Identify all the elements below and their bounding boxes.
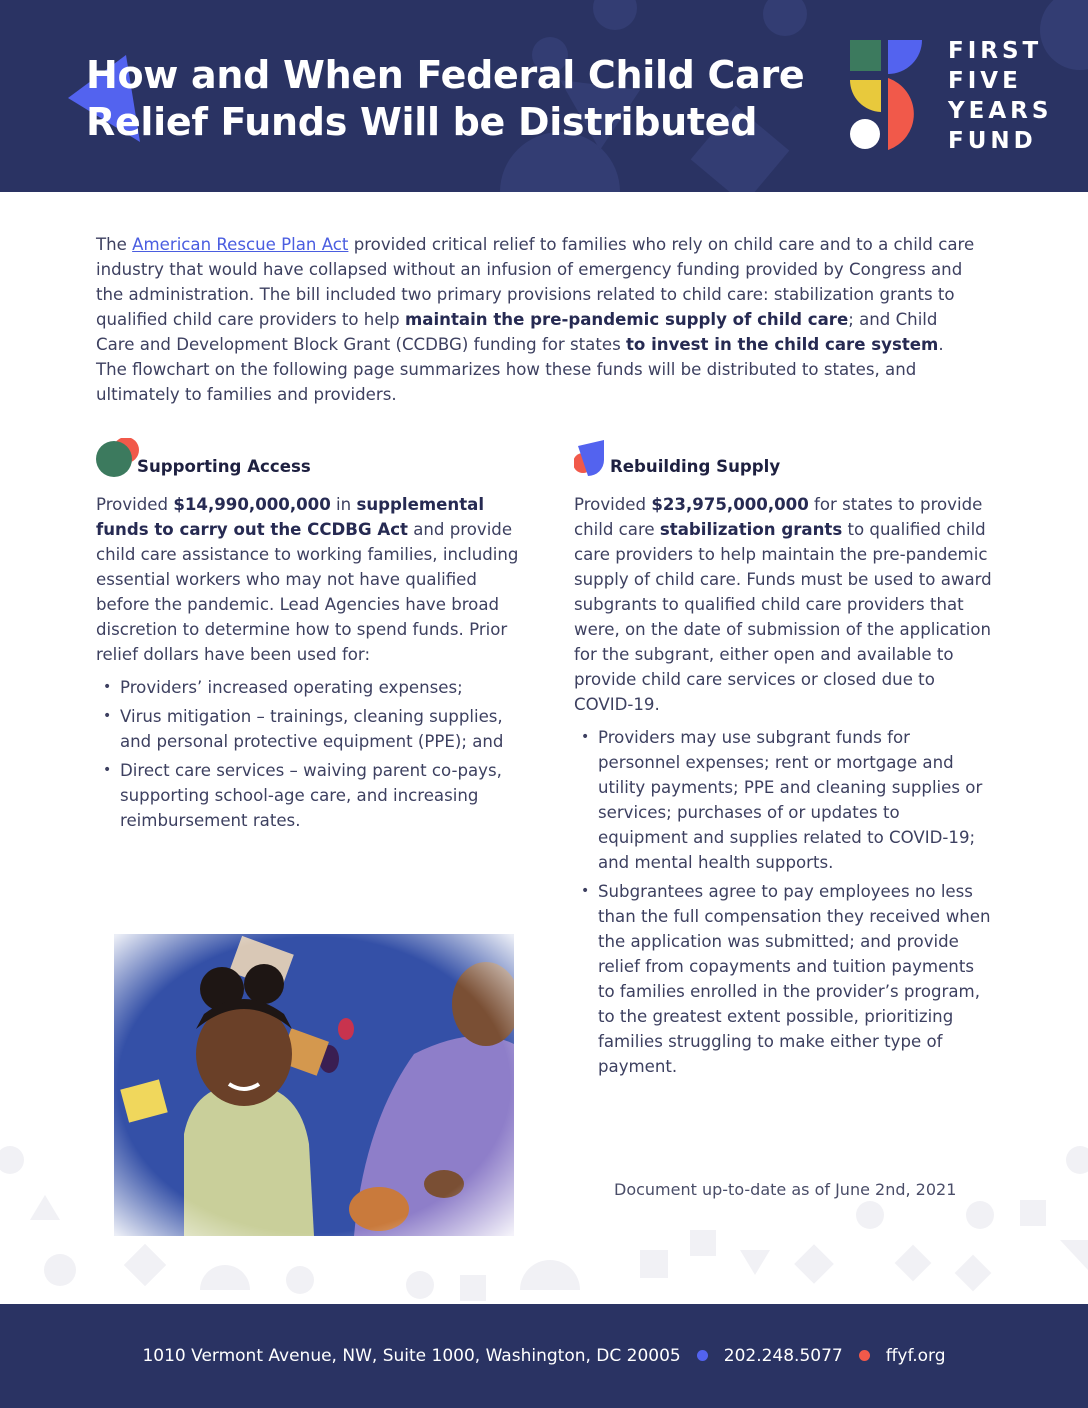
american-rescue-plan-link[interactable]: American Rescue Plan Act bbox=[132, 235, 349, 254]
contact-line bbox=[0, 1344, 1088, 1368]
page-footer bbox=[0, 1304, 1088, 1408]
bullet-list bbox=[96, 675, 526, 833]
intro-bold: maintain the pre-pandemic supply of child care bbox=[404, 310, 849, 329]
body-text: for states to provide child care bbox=[574, 495, 983, 539]
amount: $23,975,000,000 bbox=[651, 495, 809, 514]
ffyf-logo-icon bbox=[850, 40, 930, 152]
body-bold: supplemental funds to carry out the CCDBG Act bbox=[96, 495, 485, 539]
website-link[interactable]: ffyf.org bbox=[885, 1346, 946, 1366]
section-heading-row bbox=[96, 438, 526, 492]
intro-text: The bbox=[96, 235, 133, 254]
list-item: • Providers’ increased operating expenses; bbox=[96, 675, 526, 700]
bullet-list bbox=[574, 725, 994, 1079]
logo-line: FUND bbox=[948, 128, 1037, 154]
body-text: to qualified child care providers to help maintain the pre-pandemic supply of child care. Funds must be used to award subgrants to qualified child care providers that were, on the date of submission of the application for the subgrant, either open and available to provide child care services or closed due to COVID-19. bbox=[574, 520, 992, 714]
list-item: • Providers may use subgrant funds for personnel expenses; rent or mortgage and utility payments; PPE and cleaning supplies or services; purchases of or updates to equipment and supplies related to COVID-19; and mental health supports. bbox=[574, 725, 994, 875]
body-text: in bbox=[330, 495, 357, 514]
amount: $14,990,000,000 bbox=[173, 495, 331, 514]
section-heading-row bbox=[574, 438, 994, 492]
intro-paragraph bbox=[96, 232, 976, 407]
ffyf-logo-text bbox=[948, 36, 1052, 156]
red-dot-icon bbox=[859, 1350, 870, 1361]
section-heading: Supporting Access bbox=[137, 457, 311, 476]
rebuilding-supply-section bbox=[574, 438, 994, 1083]
page-header bbox=[0, 0, 1088, 192]
section-body bbox=[96, 492, 526, 667]
intro-text: provided critical relief to families who rely on child care and to a child care industry that would have collapsed without an infusion of emergency funding provided by Congress and the administration. The bill included two primary provisions related to child care: stabilization grants to qualified child care providers to help bbox=[96, 235, 975, 329]
address: 1010 Vermont Avenue, NW, Suite 1000, Washington, DC 20005 bbox=[142, 1346, 681, 1366]
logo-line: FIRST bbox=[948, 38, 1043, 64]
section-heading: Rebuilding Supply bbox=[610, 457, 781, 476]
intro-bold: to invest in the child care system bbox=[626, 335, 939, 354]
intro-text: ; and Child Care and Development Block Grant (CCDBG) funding for states bbox=[96, 310, 938, 354]
supporting-access-icon bbox=[96, 438, 142, 484]
intro-text: . The flowchart on the following page summarizes how these funds will be distributed to states, and ultimately to families and providers. bbox=[96, 335, 944, 404]
blue-dot-icon bbox=[697, 1350, 708, 1361]
body-text: Provided bbox=[574, 495, 652, 514]
document-date: Document up-to-date as of June 2nd, 2021 bbox=[614, 1180, 957, 1199]
title-line-1: How and When Federal Child Care bbox=[86, 53, 805, 97]
body-text: Provided bbox=[96, 495, 174, 514]
logo-line: YEARS bbox=[948, 98, 1053, 124]
child-photo bbox=[114, 934, 514, 1236]
page-title bbox=[86, 52, 846, 146]
phone[interactable]: 202.248.5077 bbox=[723, 1346, 843, 1366]
body-bold: stabilization grants bbox=[659, 520, 843, 539]
supporting-access-section bbox=[96, 438, 526, 837]
title-line-2: Relief Funds Will be Distributed bbox=[86, 100, 758, 144]
body-text: and provide child care assistance to working families, including essential workers who may not have qualified before the pandemic. Lead Agencies have broad discretion to determine how to spend funds. Prior relief dollars have been used for: bbox=[96, 520, 519, 664]
section-body bbox=[574, 492, 994, 717]
list-item: • Direct care services – waiving parent co-pays, supporting school-age care, and increasing reimbursement rates. bbox=[96, 758, 526, 833]
list-item: • Subgrantees agree to pay employees no less than the full compensation they received when the application was submitted; and provide relief from copayments and tuition payments to families enrolled in the provider’s program, to the greatest extent possible, prioritizing families struggling to make either type of payment. bbox=[574, 879, 994, 1079]
list-item: • Virus mitigation – trainings, cleaning supplies, and personal protective equipment (PPE); and bbox=[96, 704, 526, 754]
logo-line: FIVE bbox=[948, 68, 1022, 94]
